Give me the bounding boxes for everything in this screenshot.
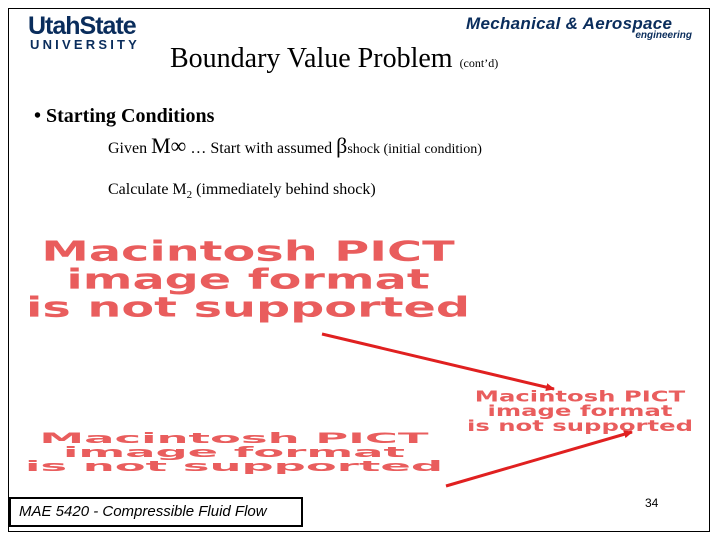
pict-line: is not supported [467, 418, 693, 436]
usu-logo-subtitle: UNIVERSITY [30, 37, 141, 52]
beta-subscript: shock (initial condition) [347, 142, 482, 157]
pict-line: image format [487, 403, 673, 421]
pict-line: Macintosh PICT [474, 388, 686, 406]
usu-logo-wordmark: UtahState [28, 12, 136, 40]
bullet-starting-conditions: • Starting Conditions [34, 105, 215, 127]
pict-line: Macintosh PICT [41, 235, 455, 268]
calc-suffix: (immediately behind shock) [192, 181, 376, 198]
mae-logo-subtitle: engineering [635, 30, 692, 41]
arrow-to-small-image [322, 334, 554, 389]
pict-line: image format [66, 263, 430, 296]
pict-line: image format [62, 443, 406, 461]
page-number: 34 [645, 496, 659, 510]
arrow-from-bottom-image [446, 432, 632, 486]
pict-line: Macintosh PICT [39, 429, 429, 447]
mach-infinity: M∞ [151, 133, 187, 158]
slide-title-main: Boundary Value Problem [170, 43, 453, 74]
given-mid: … Start with assumed [186, 140, 337, 157]
calc-subscript: 2 [186, 189, 193, 202]
given-prefix: Given [108, 140, 152, 157]
slide-title-suffix: (cont’d) [459, 56, 499, 70]
pict-line: is not supported [26, 291, 470, 324]
beta-symbol: β [336, 133, 348, 158]
pict-line: is not supported [25, 457, 443, 475]
calc-prefix: Calculate M [108, 181, 187, 198]
course-footer: MAE 5420 - Compressible Fluid Flow [9, 497, 303, 527]
mae-logo-wordmark: Mechanical & Aerospace [466, 14, 673, 33]
